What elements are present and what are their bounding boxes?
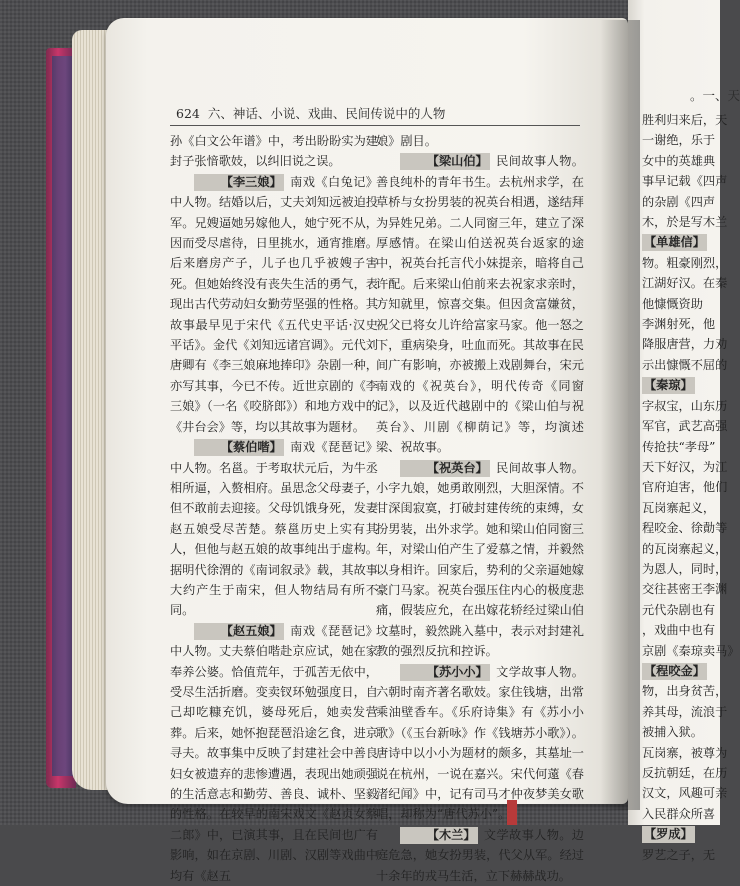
entry-paragraph (170, 437, 378, 621)
entry-paragraph (376, 662, 584, 825)
facing-line (642, 314, 722, 334)
facing-line (642, 824, 722, 844)
entry-title: 【单雄信】 (644, 235, 705, 250)
line-text: 传抢扶“孝母” (642, 439, 716, 454)
facing-line (642, 783, 728, 803)
facing-line (642, 375, 722, 395)
facing-line (642, 661, 722, 681)
facing-page-header: 。一、天 (690, 88, 740, 103)
facing-line (642, 437, 722, 457)
facing-line (642, 294, 722, 314)
line-text: 为恩人，同时， (642, 561, 728, 576)
line-text: 军官，武艺高强 (642, 419, 728, 434)
facing-line (642, 518, 728, 538)
line-text: 京剧《秦琼卖马》 (642, 643, 740, 658)
line-text: 汉文，风趣可亲 (642, 786, 728, 801)
facing-line (642, 641, 740, 661)
line-text: 木，於是写木兰 (642, 215, 728, 230)
entry-title: 【蔡伯喈】 (194, 439, 283, 456)
right-text-column (376, 131, 584, 883)
line-text: 瓦岗寨起义， (642, 500, 716, 515)
spine-shadow (600, 20, 640, 810)
entry-title: 【李三娘】 (194, 174, 283, 191)
line-text: 字叔宝，山东历 (642, 398, 728, 413)
line-text: 官府迫害，他们 (642, 480, 728, 495)
line-text: 降服唐营，力劝 (642, 337, 728, 352)
entry-text: 民间故事人物。小字九娘，她勇敢刚烈，大胆深情。不甘深闺寂寞，打破封建传统的束缚，女扮男装，出外求学。她和梁山伯同窗三年，对梁山伯产生了爱慕之情，并毅然以身相许。回家后，势利的父亲逼她嫁豪门马家。祝英台强压住内心的极度悲痛，假装应允，在出嫁花轿经过梁山伯坟墓时，毅然跳入墓中，表示对封建礼教的强烈反抗和控诉。 (376, 460, 584, 659)
facing-line (642, 334, 728, 354)
line-text: 李渊射死，他 (642, 317, 716, 332)
facing-line (642, 620, 722, 640)
line-text: 物。粗豪刚烈， (642, 255, 728, 270)
left-text-column (170, 131, 378, 883)
entry-paragraph (170, 172, 378, 437)
entry-title: 【程咬金】 (644, 663, 705, 678)
facing-line (642, 681, 728, 701)
header-rule (170, 125, 580, 126)
book-cover-inner (52, 56, 74, 776)
line-text: 事早记载《四声 (642, 174, 728, 189)
entry-text: 南戏《琵琶记》中人物。丈夫蔡伯喈赴京应试，她在家奉养公婆。恰值荒年，于孤苦无依中，受尽生活折磨。变卖钗环勉强度日，自己却吃糠充饥，婆母死后，她卖发营葬。后来，她怀抱琵琶沿途乞食，进京寻夫。故事集中反映了封建社会中善良妇女被遗弃的悲惨遭遇，表现出她顽强的生活意志和勤劳、善良、诚朴、坚毅的性格。在较早的南宋戏文《赵贞女蔡二郎》中，已演其事，且在民间也广有影响，如在京剧、川剧、汉剧等戏曲中均有《赵五 (170, 623, 378, 883)
line-text: 反抗朝廷，在历 (642, 766, 728, 780)
line-text: 他慷慨资助 (642, 296, 703, 311)
line-text: 瓦岗寨，被尊为 (642, 745, 728, 760)
facing-line (642, 743, 728, 763)
facing-line (642, 559, 728, 579)
entry-paragraph (376, 131, 584, 151)
entry-title: 【赵五娘】 (194, 623, 283, 640)
line-text: 的瓦岗寨起义， (642, 541, 728, 556)
entry-text: 娘》剧目。 (376, 134, 437, 148)
facing-line (642, 355, 728, 375)
facing-line (642, 232, 722, 252)
entry-text: 文学故事人物。边庭危急，她女扮男装，代父从军。经过十余年的戎马生活，立下赫赫战功。 (376, 827, 584, 883)
facing-page-column (642, 110, 740, 862)
line-text: 江湖好汉。在秦 (642, 276, 728, 291)
line-text: 女中的英雄典 (642, 153, 716, 168)
entry-title: 【秦琼】 (644, 378, 693, 393)
entry-paragraph (170, 131, 378, 172)
facing-line (642, 192, 722, 212)
facing-line (642, 722, 722, 742)
facing-line (642, 579, 728, 599)
entry-paragraph (376, 825, 584, 886)
facing-line (642, 763, 728, 783)
page-number: 624 (176, 106, 200, 121)
facing-line (642, 171, 728, 191)
line-text: 物，出身贫苦， (642, 684, 728, 699)
entry-text: 民间故事人物。善良纯朴的青年书生。去杭州求学，在草桥与女扮男装的祝英台相遇，遂结拜为异姓兄弟。二人同窗三年，建立了深厚感情。在梁山伯送祝英台返家的途中，祝英台托言代小妹提亲，暗将自己许配。后来梁山伯前来去祝家求亲时，方知就里，惊喜交集。但因贪富嫌贫，祝父已将女儿许给富家马家。他一怒之下，重病染身，吐血而死。其故事在民间广有影响，亦被搬上戏剧舞台，宋元南戏的《祝英台》，明代传奇《同窗记》，以及近代越剧中的《梁山伯与祝英台》、川剧《柳荫记》等，均演述梁、祝故事。 (376, 154, 584, 455)
facing-line (642, 477, 728, 497)
facing-line (642, 110, 728, 130)
facing-line (642, 396, 728, 416)
entry-title: 【祝英台】 (400, 460, 489, 477)
entry-title: 【苏小小】 (400, 664, 489, 681)
facing-line (642, 600, 722, 620)
line-text: 元代杂剧也有 (642, 602, 716, 617)
line-text: 入民群众所喜 (642, 806, 716, 821)
facing-line (642, 416, 728, 436)
entry-text: 南戏《琵琶记》中人物。名邕。于考取状元后，为牛丞相所逼，入赘相府。虽思念父母妻子，但不敢前去迎接。父母饥饿身死，发妻赵五娘受尽苦楚。蔡邕历史上实有其人，但他与赵五娘的故事纯出于虚构。据明代徐渭的《南词叙录》载，其故事大约产生于南宋，但人物结局有所不同。 (170, 440, 378, 618)
line-text: 养其母，流浪于 (642, 704, 728, 719)
entry-title: 【梁山伯】 (400, 153, 489, 170)
entry-paragraph (170, 621, 378, 886)
line-text: 一谢绝，乐于 (642, 133, 716, 148)
line-text: 胜利归来后，天 (642, 113, 728, 127)
facing-line (642, 845, 722, 865)
entry-text: 南戏《白兔记》中人物。结婚以后，丈夫刘知远被迫投军。兄嫂逼她另嫁他人，她宁死不从，因而受尽虐待，日里挑水，通宵推磨。后来磨房产子，儿子也几乎被嫂子害死。但她始终没有丧失生活的勇气，表现出古代劳动妇女勤劳坚强的性格。其故事最早见于宋代《五代史平话·汉史平话》。金代《刘知远诸宫调》。元代刘唐卿有《李三娘麻地捧印》杂剧一种，亦写其事，今已不传。近世京剧的《李三娘》（一名《咬脐郎》）和地方戏中的《井台会》等，均以其故事为题材。 (170, 174, 378, 434)
facing-line (642, 804, 722, 824)
facing-line (642, 539, 728, 559)
facing-line (642, 130, 722, 150)
facing-line (642, 273, 728, 293)
entry-title: 【木兰】 (400, 827, 477, 844)
page-header (176, 104, 576, 122)
entry-title: 【罗成】 (644, 827, 693, 842)
line-text: 的杂剧《四声 (642, 194, 716, 209)
line-text: 罗艺之子，无 (642, 847, 716, 862)
line-text: 程咬金、徐勣等 (642, 521, 728, 536)
facing-line (642, 498, 722, 518)
facing-line (642, 253, 728, 273)
facing-line (642, 151, 722, 171)
line-text: 交往甚密王李渊 (642, 582, 728, 597)
entry-paragraph (376, 151, 584, 457)
line-text: 示出慷慨不屈的 (642, 357, 728, 372)
facing-line (642, 457, 728, 477)
line-text: ，戏曲中也有 (642, 623, 716, 638)
entry-text: 孙《白文公年谱》中，考出盼盼实为建封子张愔歌妓，以纠旧说之误。 (170, 134, 378, 169)
section-title: 六、神话、小说、戏曲、民间传说中的人物 (207, 106, 446, 121)
line-text: 被捕入狱。 (642, 725, 703, 740)
entry-text: 文学故事人物。六朝时南齐著名歌妓。家住钱塘，出常乘油壁香车。《乐府诗集》有《苏小小歌》（《玉台新咏》作《钱塘苏小歌》）。唐诗中以小小为题材的颇多，其墓址一说在杭州，一说在嘉兴。宋代何薳《春渚纪闻》中，记有司马才仲夜梦美女歌唱，却称为“唐代苏小”。 (376, 664, 584, 822)
facing-line (642, 702, 728, 722)
facing-line (642, 212, 728, 232)
line-text: 天下好汉，为江 (642, 459, 728, 474)
entry-paragraph (376, 458, 584, 662)
